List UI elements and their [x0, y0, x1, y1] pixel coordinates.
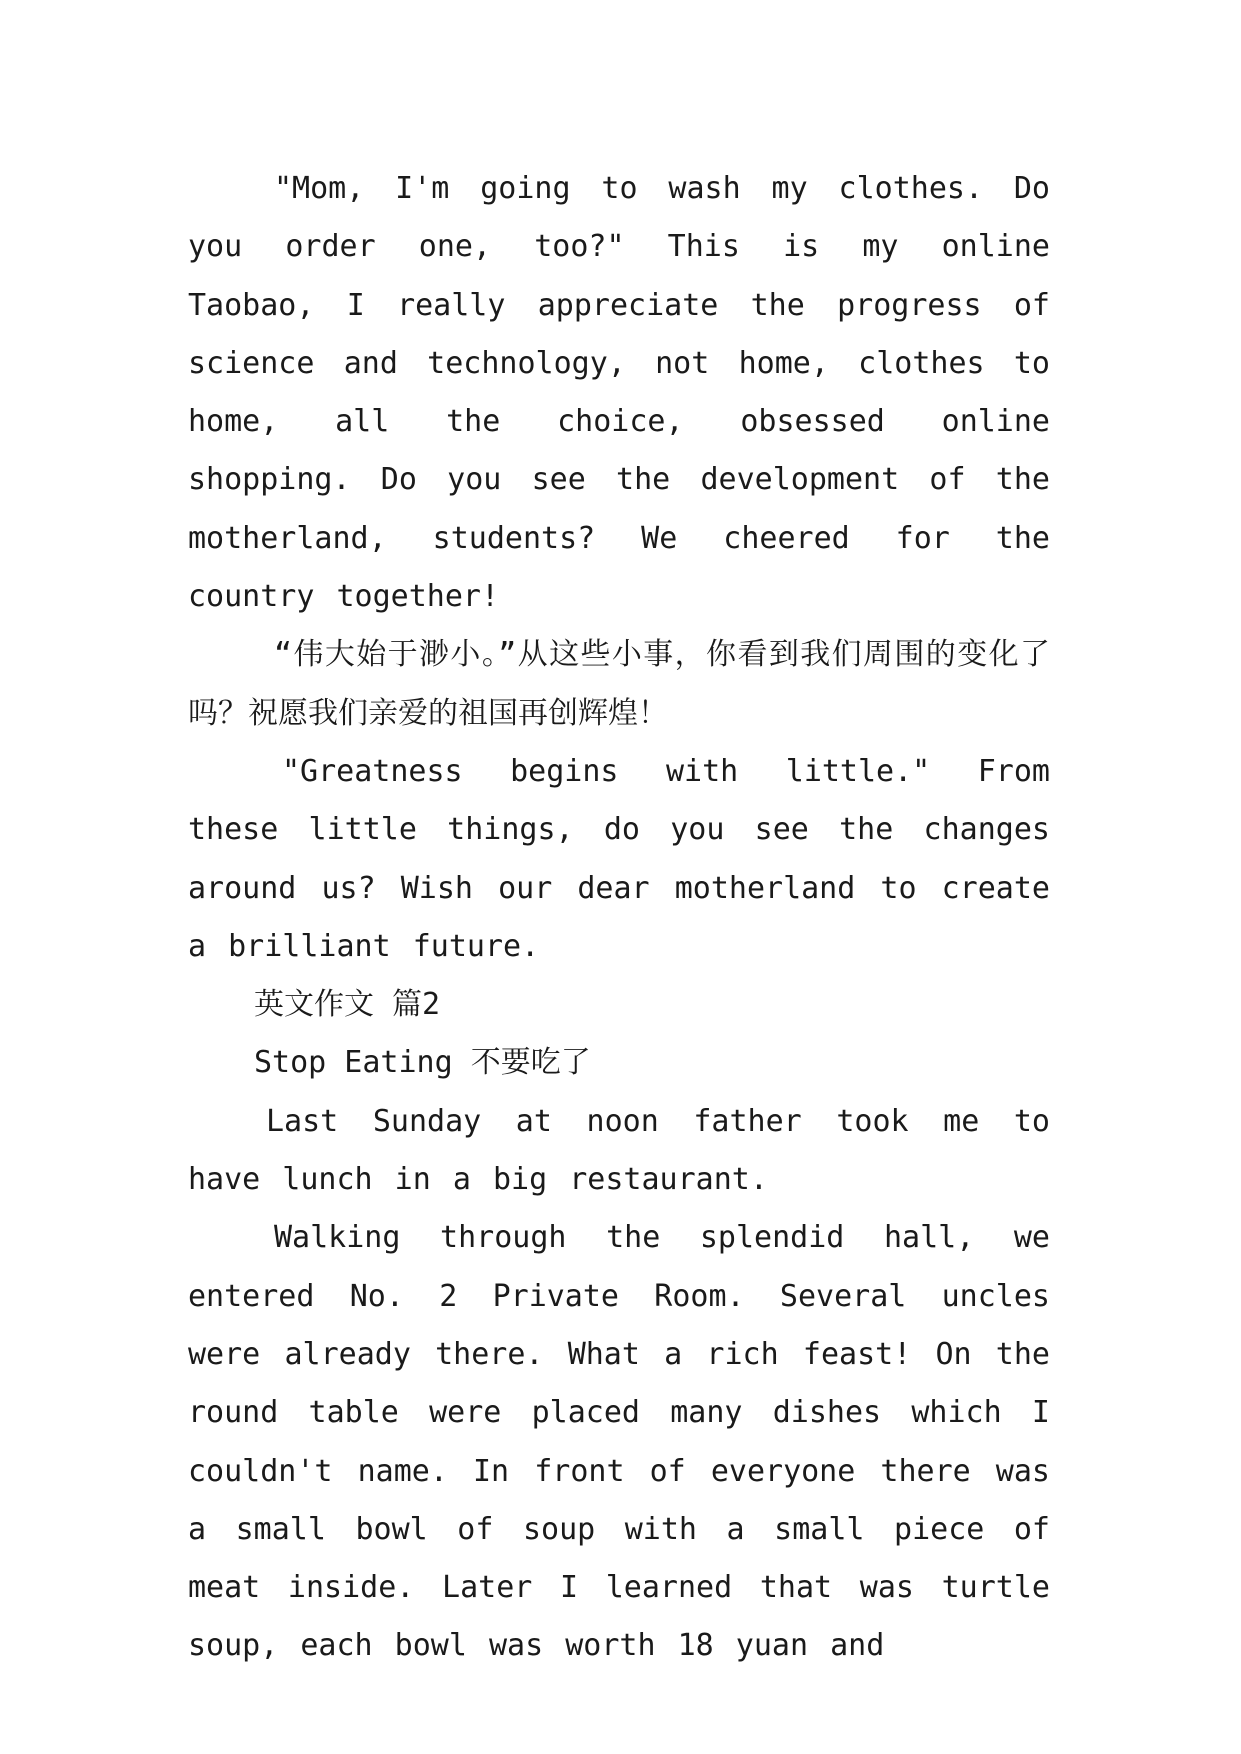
essay-title: Stop Eating 不要吃了: [254, 1045, 591, 1081]
paragraph-greatness-translation: "Greatness begins with little." From these little things, do you see the changes around us? Wish our dear motherland to create a brilliant future.: [188, 753, 1050, 964]
document-body: [188, 160, 1050, 1676]
paragraph-chinese-greatness: “伟大始于渺小。”从这些小事，你看到我们周围的变化了吗？祝愿我们亲爱的祖国再创辉煌！: [188, 637, 1050, 731]
paragraph-online-shopping: "Mom, I'm going to wash my clothes. Do you order one, too?" This is my online Taobao, I really appreciate the progress of science and technology, not home, clothes to home, all the choice, obsessed online shopping. Do you see the development of the motherland, students? We cheered for the country together!: [188, 171, 1050, 615]
paragraph-restaurant-hall: Walking through the splendid hall, we entered No. 2 Private Room. Several uncles were already there. What a rich feast! On the round table were placed many dishes which I couldn't name. In front of everyone there was a small bowl of soup with a small piece of meat inside. Later I learned that was turtle soup, each bowl was worth 18 yuan and: [188, 1220, 1050, 1664]
paragraph-last-sunday: Last Sunday at noon father took me to have lunch in a big restaurant.: [188, 1103, 1050, 1198]
section-heading: 英文作文 篇2: [254, 987, 441, 1023]
